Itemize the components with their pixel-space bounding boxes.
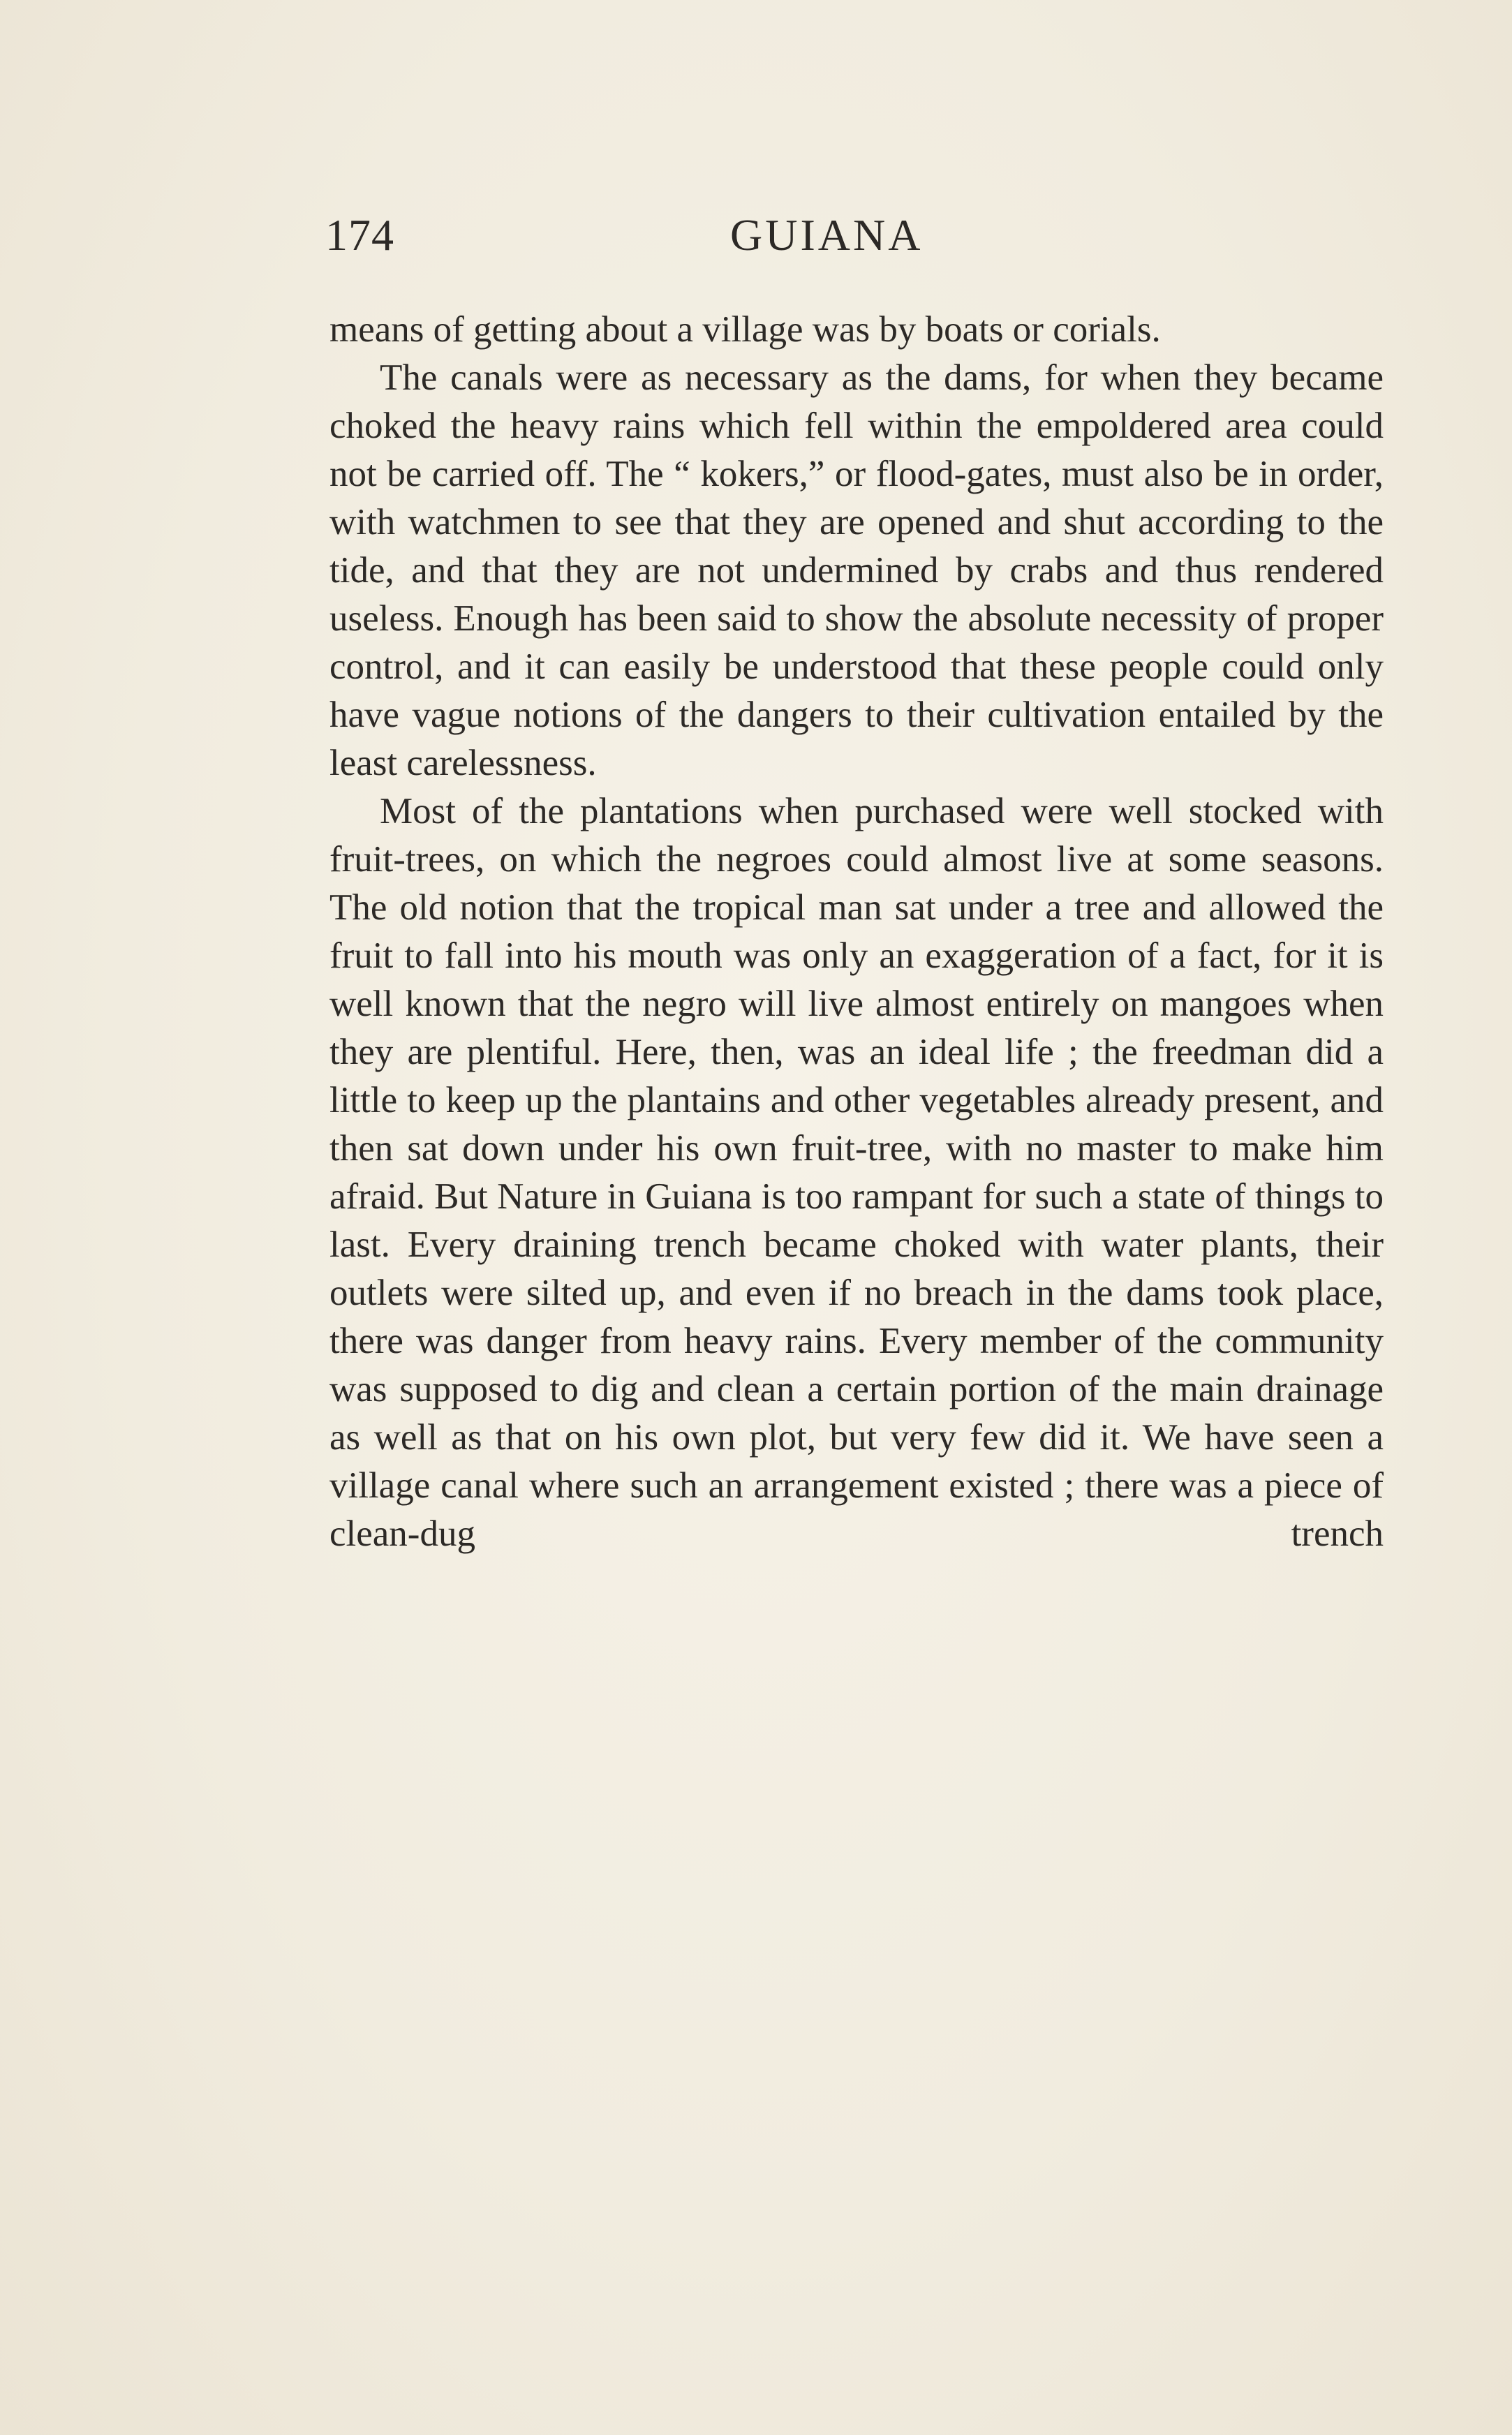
page-number: 174 [325, 210, 394, 260]
paragraph-2: The canals were as necessary as the dams, for when they became choked the heavy rains which fell within the empoldered area could not be carried off. The “ kokers,” or flood-gates, must also be in order, with watchmen to see that they are opened and shut according to the tide, and that they are not undermined by crabs and thus rendered useless. Enough has been said to show the absolute necessity of proper control, and it can easily be understood that these people could only have vague notions of the dangers to their cultivation entailed by the least carelessness. [329, 357, 1384, 783]
paragraph-3: Most of the plantations when purchased were well stocked with fruit-trees, on which the negroes could almost live at some seasons. The old notion that the tropical man sat under a tree and allowed the fruit to fall into his mouth was only an exaggeration of a fact, for it is well known that the negro will live almost entirely on mangoes when they are plentiful. Here, then, was an ideal life ; the freedman did a little to keep up the plantains and other vegetables already present, and then sat down under his own fruit-tree, with no master to make him afraid. But Nature in Guiana is too rampant for such a state of things to last. Every draining trench became choked with water plants, their outlets were silted up, and even if no breach in the dams took place, there was danger from heavy rains. Every member of the community was supposed to dig and clean a certain portion of the main drainage as well as that on his own plot, but very few did it. We have seen a village canal where such an arrangement existed ; there was a piece of clean-dug trench [329, 791, 1384, 1554]
running-head: GUIANA [730, 210, 924, 260]
paragraph-1: means of getting about a village was by boats or corials. [329, 309, 1161, 350]
body-text [329, 306, 1384, 1558]
page-header [325, 209, 1393, 272]
